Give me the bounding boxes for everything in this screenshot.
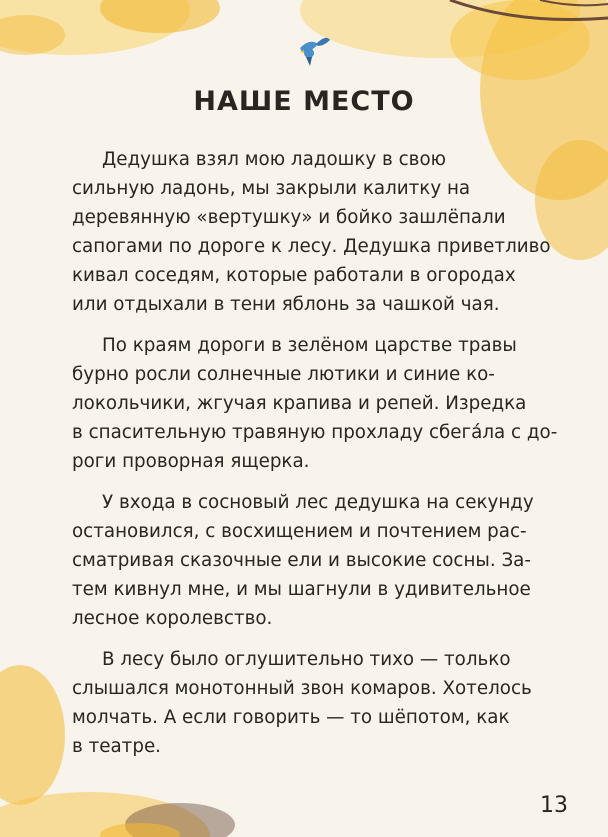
text-line: деревянную «вертушку» и бойко зашлёпали [72, 207, 506, 228]
text-line: локольчики, жгучая крапива и репей. Изредка [72, 393, 527, 414]
text-line: Дедушка взял мою ладошку в свою [102, 149, 447, 170]
text-line: сапогами по дороге к лесу. Дедушка приветливо [72, 236, 551, 257]
top-left-foliage [0, 0, 220, 55]
paragraph [72, 645, 550, 761]
text-line: молчать. А если говорить — то шёпотом, как [72, 707, 510, 728]
text-line: бурно росли солнечные лютики и синие ко- [72, 364, 495, 385]
text-line: лесное королевство. [72, 608, 273, 629]
text-line: тем кивнул мне, и мы шагнули в удивительное [72, 579, 531, 600]
chapter-title: НАШЕ МЕСТО [193, 86, 415, 117]
text-line: сильную ладонь, мы закрыли калитку на [72, 178, 471, 199]
story-text [72, 145, 558, 773]
paragraph [72, 331, 558, 476]
text-line: У входа в сосновый лес дедушка на секунду [102, 492, 534, 513]
page-number: 13 [540, 793, 568, 818]
text-line: сматривая сказочные ели и высокие сосны. За- [72, 550, 531, 571]
text-line: роги проворная ящерка. [72, 451, 310, 472]
text-line: или отдыхали в тени яблонь за чашкой чая. [72, 294, 500, 315]
text-line: в театре. [72, 736, 161, 757]
text-line: в спасительную травяную прохладу сбегáла с до- [72, 422, 558, 443]
text-line: В лесу было оглушительно тихо — только [102, 649, 511, 670]
text-line: кивал соседям, которые работали в огородах [72, 265, 516, 286]
paragraph [72, 145, 550, 319]
text-line: остановился, с восхищением и почтением рас- [72, 521, 527, 542]
bluebird-icon [292, 30, 334, 70]
text-line: По краям дороги в зелёном царстве травы [102, 335, 517, 356]
text-line: слышался монотонный звон комаров. Хотелось [72, 678, 532, 699]
paragraph [72, 488, 550, 633]
